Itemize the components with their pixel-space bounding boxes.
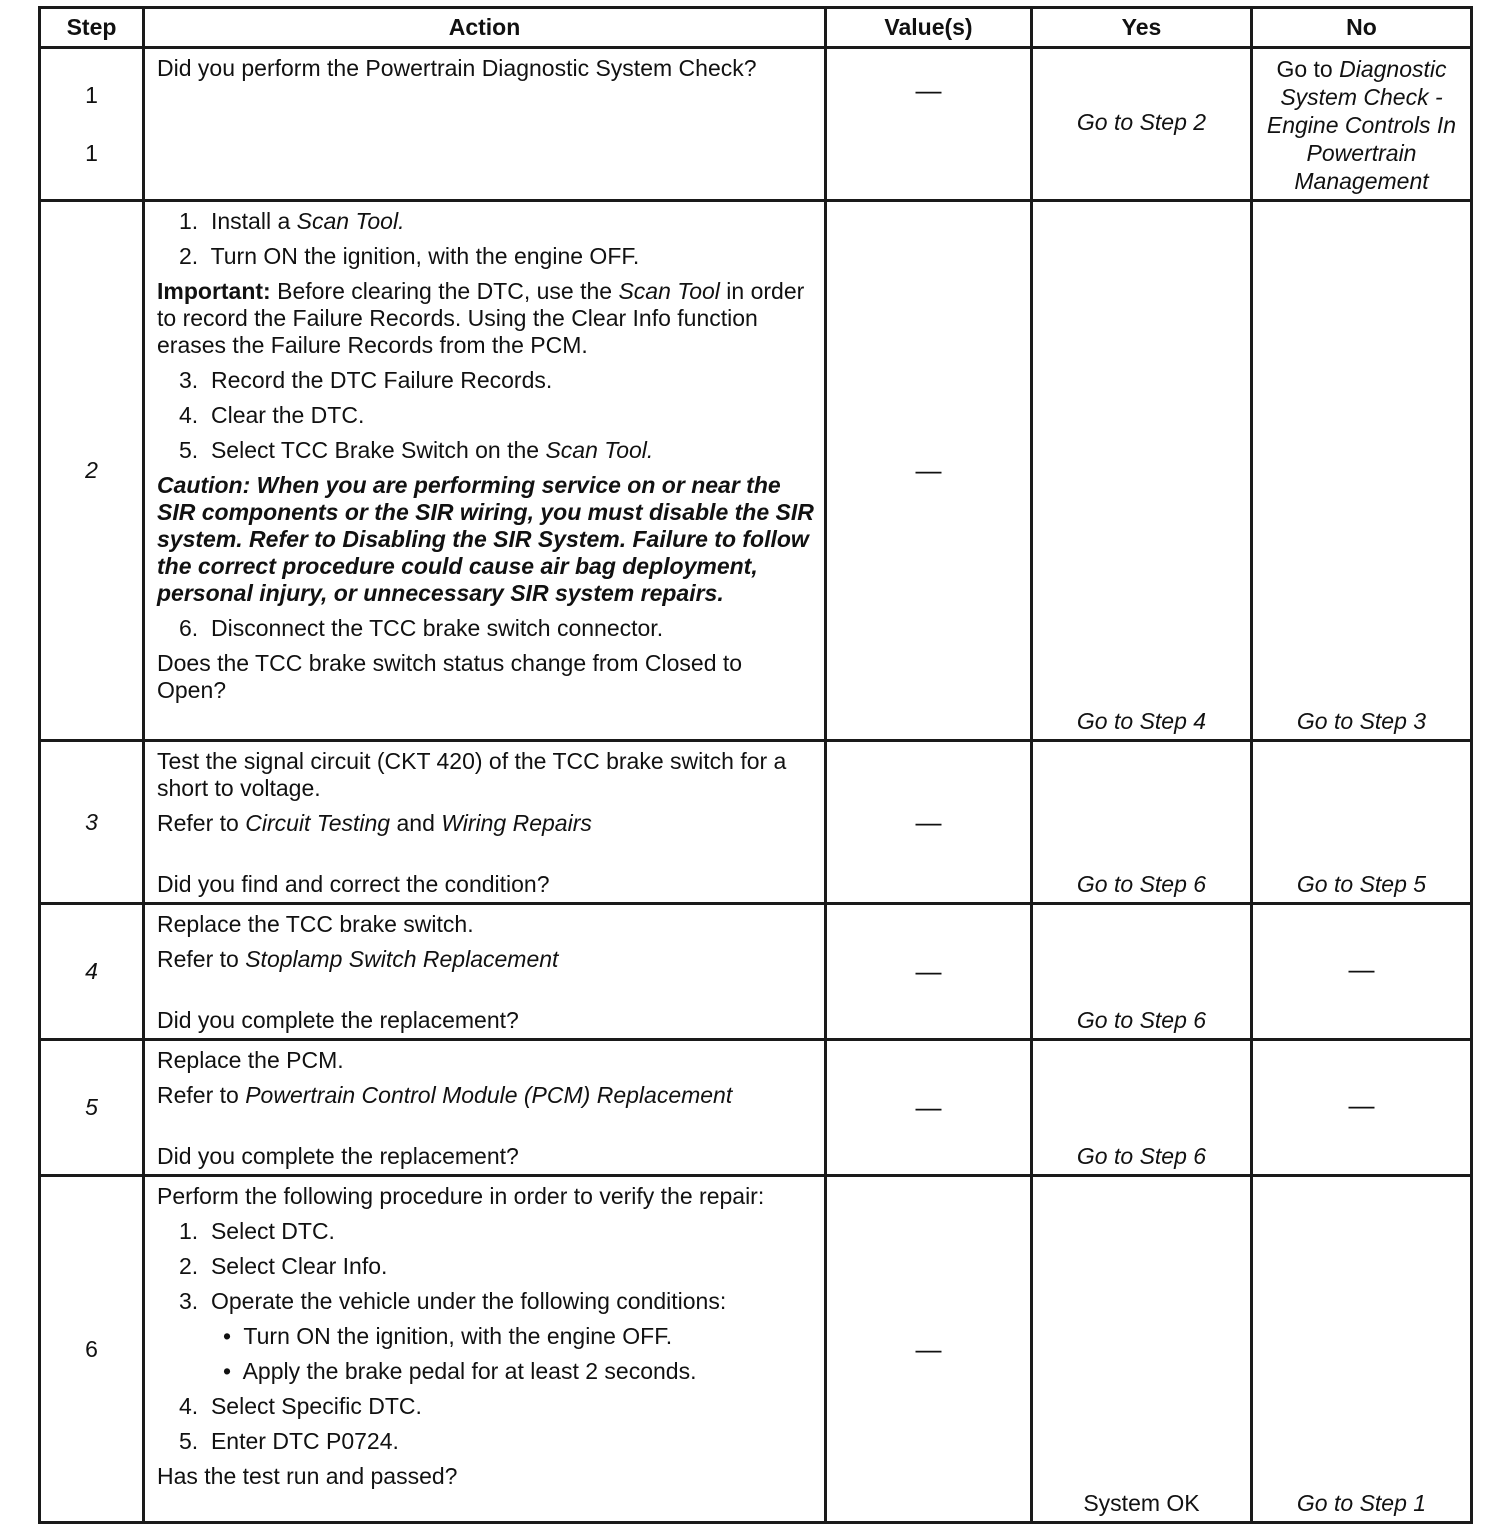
action-text: Replace the PCM. [157,1047,344,1073]
values-cell: — [826,1040,1032,1176]
list-item: 5. Enter DTC P0724. [179,1428,399,1454]
yes-cell: Go to Step 2 [1032,48,1252,201]
header-step: Step [40,8,144,48]
list-item: 4. Clear the DTC. [179,402,365,428]
yes-cell: Go to Step 6 [1032,904,1252,1040]
action-cell [144,48,826,201]
yes-cell: System OK [1032,1176,1252,1523]
table-row-step-3 [40,741,1472,904]
step-number-a: 1 [85,82,98,108]
step-number: 2 [40,201,144,741]
bullet-item: • Turn ON the ignition, with the engine OFF. [223,1323,673,1349]
header-row [40,8,1472,48]
yes-cell: Go to Step 4 [1032,201,1252,741]
no-cell [1252,48,1472,201]
action-text: Replace the TCC brake switch. [157,911,474,937]
table-row-step-1 [40,48,1472,201]
no-link-2: In Powertrain Management [1294,112,1457,194]
list-item: 3. Operate the vehicle under the following conditions: [179,1288,727,1314]
no-cell: Go to Step 3 [1252,201,1472,741]
action-cell [144,904,826,1040]
bullet-item: • Apply the brake pedal for at least 2 seconds. [223,1358,697,1384]
list-item: 1. Install a Scan Tool. [179,208,405,234]
header-values: Value(s) [826,8,1032,48]
refer-line: Refer to Stoplamp Switch Replacement [157,946,559,972]
action-question: Did you find and correct the condition? [157,871,550,897]
list-item: 2. Turn ON the ignition, with the engine OFF. [179,243,640,269]
action-question: Does the TCC brake switch status change from Closed to Open? [157,650,743,703]
values-cell: — [826,741,1032,904]
important-note: Important: Before clearing the DTC, use the Scan Tool in order to record the Failure Records. Using the Clear Info function erases the Failure Records from the PCM. [157,278,805,358]
table-row-step-5 [40,1040,1472,1176]
refer-line: Refer to Powertrain Control Module (PCM) Replacement [157,1082,733,1108]
table-row-step-6 [40,1176,1472,1523]
table-row-step-4 [40,904,1472,1040]
step-number-b: 1 [85,140,98,166]
header-action: Action [144,8,826,48]
refer-line: Refer to Circuit Testing and Wiring Repairs [157,810,592,836]
action-intro: Perform the following procedure in order to verify the repair: [157,1183,765,1209]
caution-note: Caution: When you are performing service on or near the SIR components or the SIR wiring, you must disable the SIR system. Refer to Disabling the SIR System. Failure to follow the correct procedure could cause air bag deployment, personal injury, or unnecessary SIR system repairs. [157,472,814,606]
action-cell [144,741,826,904]
values-cell: — [826,904,1032,1040]
header-yes: Yes [1032,8,1252,48]
values-cell: — [826,48,1032,201]
action-cell [144,201,826,741]
values-cell: — [826,201,1032,741]
step-number: 4 [40,904,144,1040]
list-item: 5. Select TCC Brake Switch on the Scan Tool. [179,437,654,463]
step-number [40,48,144,201]
action-text: Test the signal circuit (CKT 420) of the TCC brake switch for a short to voltage. [157,748,787,801]
action-cell [144,1040,826,1176]
action-cell [144,1176,826,1523]
action-question: Has the test run and passed? [157,1463,458,1489]
values-cell: — [826,1176,1032,1523]
list-item: 2. Select Clear Info. [179,1253,388,1279]
diagnostic-table [38,6,1473,1524]
action-question: Did you perform the Powertrain Diagnostic System Check? [157,55,757,81]
list-item: 3. Record the DTC Failure Records. [179,367,553,393]
action-question: Did you complete the replacement? [157,1007,519,1033]
yes-cell: Go to Step 6 [1032,741,1252,904]
list-item: 4. Select Specific DTC. [179,1393,422,1419]
no-cell: — [1252,1040,1472,1176]
table-row-step-2 [40,201,1472,741]
no-cell: Go to Step 5 [1252,741,1472,904]
yes-cell: Go to Step 6 [1032,1040,1252,1176]
list-item: 1. Select DTC. [179,1218,335,1244]
no-link: Diagnostic System Check - Engine Controls [1266,56,1447,138]
step-number: 5 [40,1040,144,1176]
step-number: 6 [40,1176,144,1523]
no-prefix: Go to [1276,56,1333,82]
header-no: No [1252,8,1472,48]
step-number: 3 [40,741,144,904]
no-cell: Go to Step 1 [1252,1176,1472,1523]
action-question: Did you complete the replacement? [157,1143,519,1169]
list-item: 6. Disconnect the TCC brake switch connector. [179,615,664,641]
no-cell: — [1252,904,1472,1040]
